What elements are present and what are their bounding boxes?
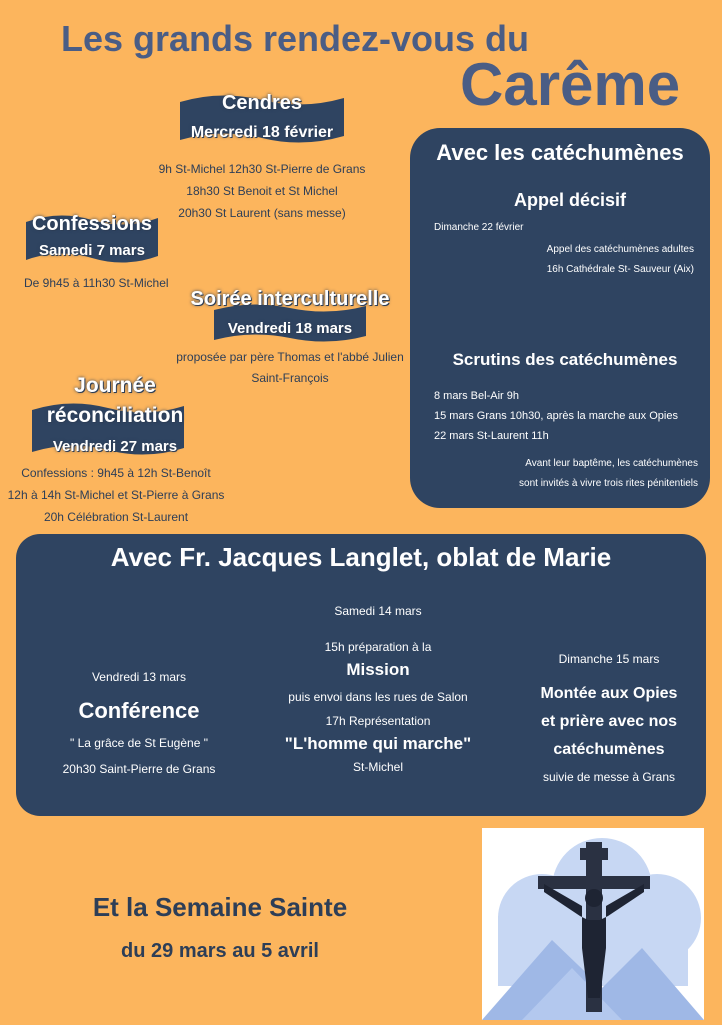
cendres-line: 20h30 St Laurent (sans messe) (178, 206, 346, 220)
opies-date: Dimanche 15 mars (558, 652, 660, 666)
play-title: "L'homme qui marche" (284, 734, 472, 753)
mission-line2: puis envoi dans les rues de Salon (288, 690, 468, 704)
catechumenes-heading: Avec les catéchumènes (436, 140, 684, 165)
conference-date: Vendredi 13 mars (91, 670, 187, 684)
mission-title: Mission (346, 660, 410, 679)
langlet-saturday-column (240, 604, 516, 774)
opies-title-line3: catéchumènes (553, 741, 665, 758)
appel-date: Dimanche 22 février (434, 222, 524, 233)
soiree-title: Soirée interculturelle (190, 288, 390, 310)
cendres-line: 9h St-Michel 12h30 St-Pierre de Grans (158, 162, 366, 176)
crucifix-icon (482, 828, 704, 1020)
appel-line2: 16h Cathédrale St- Sauveur (Aix) (546, 264, 694, 275)
mission-day: Samedi 14 mars (334, 604, 422, 618)
journee-date: Vendredi 27 mars (52, 438, 178, 455)
cendres-line: 18h30 St Benoit et St Michel (186, 184, 338, 198)
journee-line: 20h Célébration St-Laurent (43, 510, 189, 524)
soiree-date: Vendredi 18 mars (227, 320, 353, 337)
mission-line1: 15h préparation à la (324, 640, 432, 654)
semaine-title: Et la Semaine Sainte (92, 892, 348, 922)
journee-line: Confessions : 9h45 à 12h St-Benoît (21, 466, 211, 480)
header-line1: Les grands rendez-vous du (60, 18, 530, 59)
opies-title-line2: et prière avec nos (540, 713, 678, 730)
scrutins-note1: Avant leur baptême, les catéchumènes (525, 458, 698, 469)
journee-title-line1: Journée (74, 374, 156, 397)
appel-line1: Appel des catéchumènes adultes (546, 244, 694, 255)
mission-line3: 17h Représentation (325, 714, 431, 728)
appel-title: Appel décisif (513, 190, 627, 210)
soiree-line: Saint-François (251, 371, 329, 385)
journee-title-line2: réconciliation (46, 404, 184, 427)
cendres-title: Cendres (221, 92, 303, 114)
scrutins-title: Scrutins des catéchumènes (452, 350, 678, 369)
journee-line: 12h à 14h St-Michel et St-Pierre à Grans (7, 488, 225, 502)
header-title: Carême (460, 51, 681, 118)
conference-line2: 20h30 Saint-Pierre de Grans (62, 762, 216, 776)
scrutins-line: 15 mars Grans 10h30, après la marche aux Opies (434, 410, 678, 422)
langlet-sunday-column (510, 652, 708, 784)
langlet-friday-column (16, 670, 262, 776)
scrutins-note2: sont invités à vivre trois rites pénitentiels (519, 478, 698, 489)
opies-title-line1: Montée aux Opies (540, 685, 678, 702)
confessions-line: De 9h45 à 11h30 St-Michel (24, 276, 169, 290)
opies-line: suivie de messe à Grans (542, 770, 676, 784)
confessions-date: Samedi 7 mars (39, 242, 145, 259)
conference-title: Conférence (78, 698, 200, 723)
confessions-title: Confessions (31, 213, 153, 235)
crucifix-illustration (482, 828, 704, 1020)
play-place: St-Michel (352, 760, 403, 774)
langlet-heading: Avec Fr. Jacques Langlet, oblat de Marie (110, 542, 612, 572)
semaine-dates: du 29 mars au 5 avril (121, 940, 319, 962)
soiree-line: proposée par père Thomas et l'abbé Julien (176, 350, 404, 364)
cendres-date: Mercredi 18 février (190, 124, 334, 141)
scrutins-line: 8 mars Bel-Air 9h (434, 390, 519, 402)
conference-line1: " La grâce de St Eugène " (70, 736, 208, 750)
scrutins-line: 22 mars St-Laurent 11h (434, 430, 549, 442)
langlet-panel (16, 534, 706, 816)
catechumenes-panel (410, 128, 710, 508)
